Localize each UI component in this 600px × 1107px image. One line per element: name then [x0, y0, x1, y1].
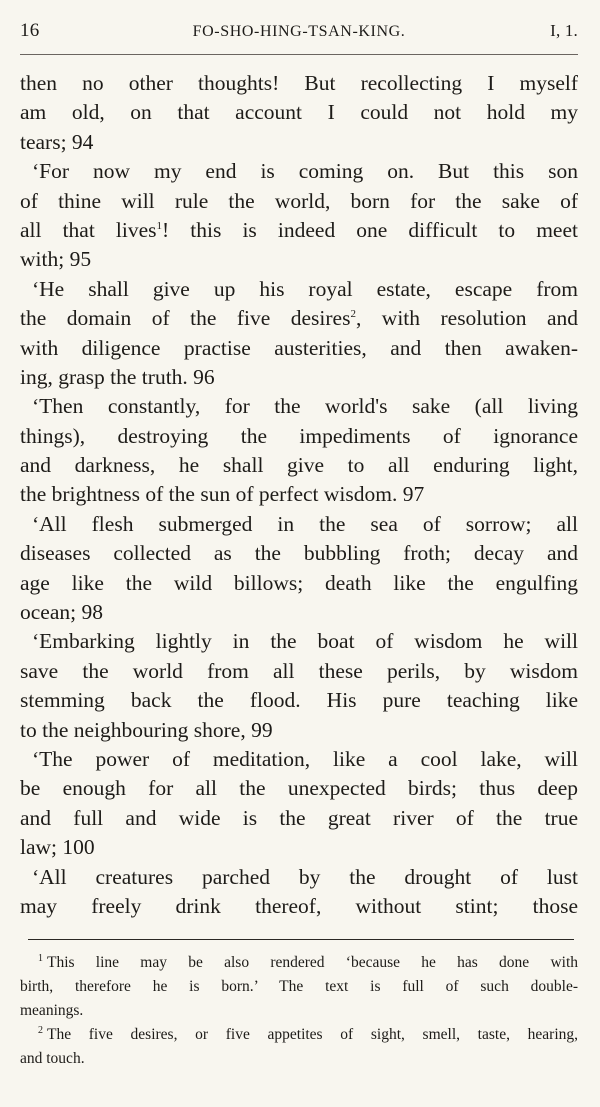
- text-line: [20, 157, 578, 186]
- line-text: be enough for all the unexpected birds; thus deep: [20, 776, 578, 801]
- line-text: diseases collected as the bubbling froth; decay and: [20, 541, 578, 566]
- text-line: [20, 451, 578, 480]
- text-line: [20, 833, 578, 862]
- line-text: to the neighbouring shore, 99: [20, 717, 273, 742]
- footnote-text: The five desires, or five appetites of sight, smell, taste, hearing,: [47, 1026, 578, 1044]
- text-line: [20, 480, 578, 509]
- line-text: ocean; 98: [20, 600, 103, 625]
- line-text: then no other thoughts! But recollecting I myself: [20, 71, 578, 95]
- line-text: and darkness, he shall give to all enduring light,: [20, 453, 578, 478]
- footnote-rule: [28, 939, 574, 940]
- text-line: [20, 187, 578, 216]
- footnote-separator: [20, 937, 578, 943]
- header-rule: [20, 54, 578, 55]
- text-line: [20, 686, 578, 715]
- line-text: things), destroying the impediments of ignorance: [20, 423, 578, 448]
- text-line: [20, 392, 578, 421]
- footnote-line: [20, 975, 578, 999]
- line-text: of thine will rule the world, born for the sake of: [20, 188, 578, 213]
- line-text: am old, on that account I could not hold my: [20, 100, 578, 125]
- line-text: law; 100: [20, 835, 95, 860]
- footnote-marker: 2: [38, 1025, 43, 1037]
- running-header: [20, 20, 578, 50]
- footnote-line: [20, 1047, 578, 1071]
- line-text: tears; 94: [20, 129, 94, 154]
- line-text: age like the wild billows; death like the engulfing: [20, 570, 578, 595]
- text-line: [20, 627, 578, 656]
- line-text: ‘All creatures parched by the drought of lust: [32, 864, 578, 889]
- text-line: [20, 804, 578, 833]
- line-text: the domain of the five desires: [20, 306, 351, 331]
- line-text: ‘All flesh submerged in the sea of sorrow; all: [32, 511, 578, 536]
- text-line: [20, 716, 578, 745]
- footnote-text: This line may be also rendered ‘because he has done with: [47, 954, 578, 972]
- footnote-line: [20, 951, 578, 975]
- footnote-text: birth, therefore he is born.’ The text is full of such double-: [20, 978, 578, 996]
- footnote-marker: 1: [38, 953, 43, 965]
- line-text: with diligence practise austerities, and then awaken-: [20, 335, 578, 360]
- line-text: ‘The power of meditation, like a cool lake, will: [32, 746, 578, 771]
- footnotes: [20, 951, 578, 1071]
- text-line: [20, 539, 578, 568]
- text-line: [20, 569, 578, 598]
- line-text: and full and wide is the great river of the true: [20, 805, 578, 830]
- text-line: [20, 657, 578, 686]
- line-text: ‘He shall give up his royal estate, escape from: [32, 276, 578, 301]
- line-text: ‘For now my end is coming on. But this son: [32, 159, 578, 184]
- footnote-reference[interactable]: 2: [350, 307, 356, 320]
- text-line: [20, 774, 578, 803]
- text-line: [20, 334, 578, 363]
- page-number: 16: [20, 20, 40, 41]
- text-line: [20, 304, 578, 333]
- footnote-text: and touch.: [20, 1050, 85, 1068]
- line-text: the brightness of the sun of perfect wisdom. 97: [20, 482, 425, 507]
- line-text: ‘Then constantly, for the world's sake (all living: [32, 394, 578, 419]
- line-text: stemming back the flood. His pure teaching like: [20, 688, 578, 713]
- footnote-text: meanings.: [20, 1002, 84, 1020]
- line-text: all that lives: [20, 217, 157, 242]
- chapter-reference: I, 1.: [550, 21, 578, 40]
- text-line: [20, 598, 578, 627]
- footnote-line: [20, 1023, 578, 1047]
- text-line: [20, 216, 578, 245]
- line-text: with; 95: [20, 247, 92, 272]
- text-line: [20, 422, 578, 451]
- text-line: [20, 363, 578, 392]
- text-line: [20, 892, 578, 921]
- footnote-line: [20, 999, 578, 1023]
- text-line: [20, 245, 578, 274]
- line-text: may freely drink thereof, without stint; those: [20, 893, 578, 918]
- text-line: [20, 510, 578, 539]
- line-text-tail: ! this is indeed one difficult to meet: [162, 217, 578, 242]
- line-text-tail: , with resolution and: [355, 306, 578, 331]
- text-line: [20, 745, 578, 774]
- line-text: ing, grasp the truth. 96: [20, 364, 215, 389]
- line-text: ‘Embarking lightly in the boat of wisdom he will: [32, 629, 578, 654]
- footnote-reference[interactable]: 1: [156, 219, 163, 232]
- text-line: [20, 863, 578, 892]
- line-text: save the world from all these perils, by wisdom: [20, 658, 578, 683]
- body-text: [20, 69, 578, 921]
- text-line: [20, 128, 578, 157]
- text-line: [20, 69, 578, 98]
- text-line: [20, 275, 578, 304]
- text-line: [20, 98, 578, 127]
- running-title: FO-SHO-HING-TSAN-KING.: [192, 23, 406, 40]
